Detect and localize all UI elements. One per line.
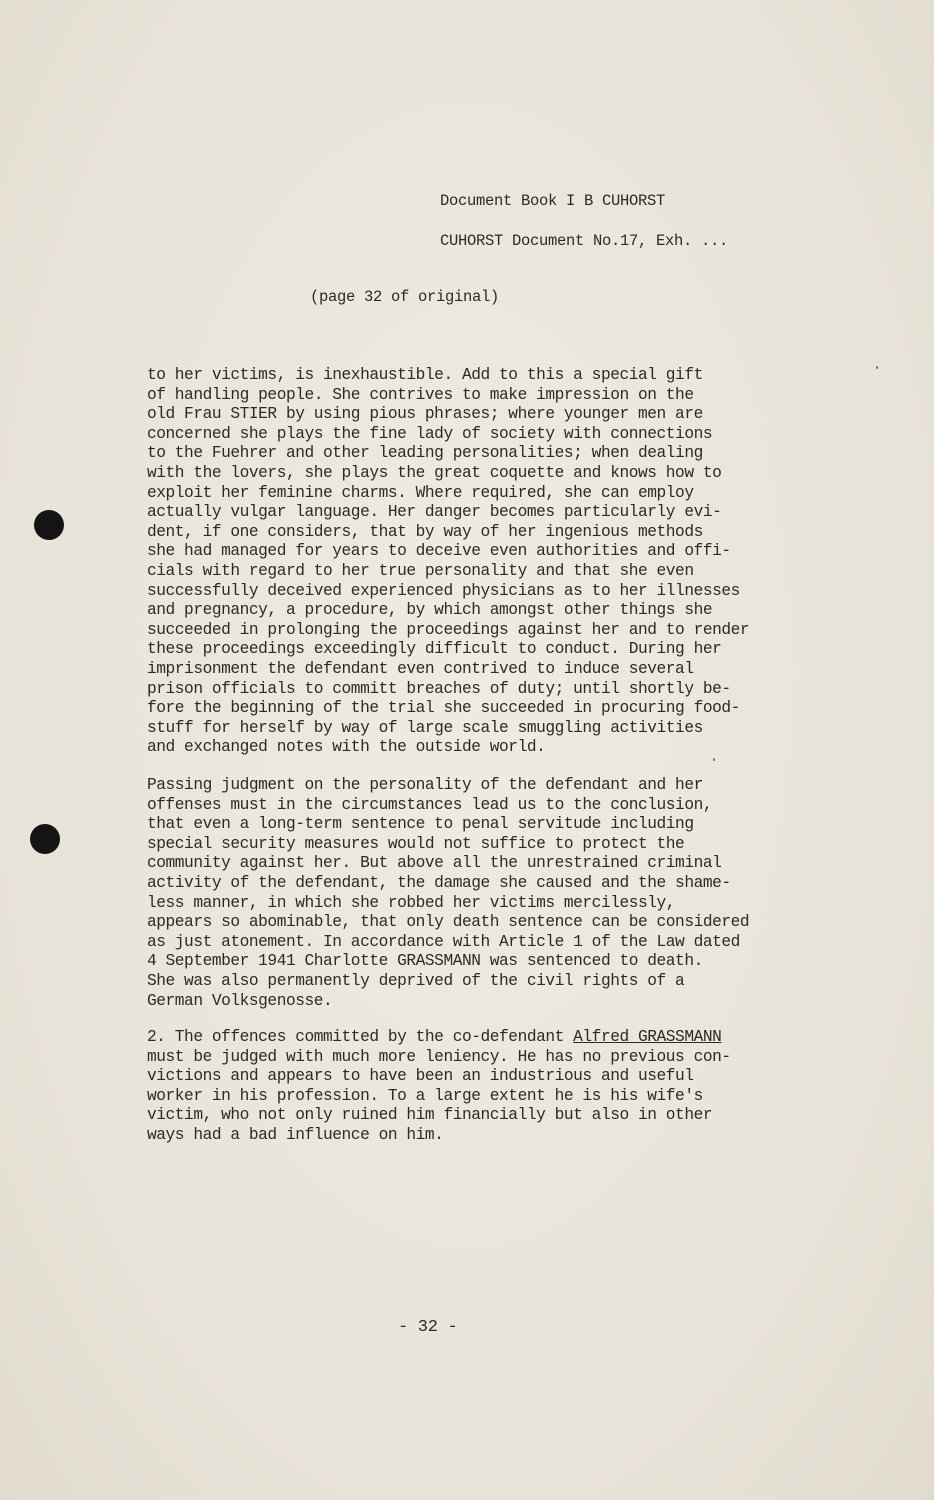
text-line: must be judged with much more leniency. He has no previous con-	[147, 1047, 731, 1066]
punch-hole	[30, 824, 60, 854]
text-line: with the lovers, she plays the great coquette and knows how to	[147, 463, 722, 482]
text-line: succeeded in prolonging the proceedings against her and to render	[147, 620, 750, 639]
original-page-reference: (page 32 of original)	[310, 288, 500, 306]
punch-hole	[34, 510, 64, 540]
text-line: stuff for herself by way of large scale smuggling activities	[147, 718, 703, 737]
text-line: as just atonement. In accordance with Article 1 of the Law dated	[147, 932, 740, 951]
text-line: ways had a bad influence on him.	[147, 1125, 444, 1144]
text-line: victim, who not only ruined him financially but also in other	[147, 1106, 713, 1125]
paper-speck	[713, 758, 715, 761]
co-defendant-name: Alfred GRASSMANN	[573, 1028, 722, 1046]
text-line: concerned she plays the fine lady of society with connections	[147, 424, 713, 443]
paragraph-co-defendant	[147, 1028, 787, 1146]
text-line: that even a long-term sentence to penal servitude including	[147, 815, 694, 834]
text-line: imprisonment the defendant even contrived to induce several	[147, 659, 694, 678]
text-line: she had managed for years to deceive even authorities and offi-	[147, 542, 731, 561]
text-line: cials with regard to her true personality and that she even	[147, 561, 694, 580]
page-number: - 32 -	[398, 1318, 458, 1337]
paragraph-sentence-judgment	[147, 776, 787, 1011]
text-line: and exchanged notes with the outside world.	[147, 738, 546, 757]
text-line: exploit her feminine charms. Where required, she can employ	[147, 483, 694, 502]
text-line: these proceedings exceedingly difficult to conduct. During her	[147, 640, 722, 659]
text-line: community against her. But above all the unrestrained criminal	[147, 854, 722, 873]
document-number-reference: CUHORST Document No.17, Exh. ...	[440, 232, 729, 250]
co-defendant-intro: 2. The offences committed by the co-defendant	[147, 1028, 574, 1046]
text-line: less manner, in which she robbed her victims mercilessly,	[147, 893, 676, 912]
text-line: successfully deceived experienced physicians as to her illnesses	[147, 581, 740, 600]
text-line: dent, if one considers, that by way of her ingenious methods	[147, 522, 703, 541]
text-line: old Frau STIER by using pious phrases; where younger men are	[147, 405, 703, 424]
text-line: Passing judgment on the personality of the defendant and her	[147, 776, 703, 794]
text-line: of handling people. She contrives to make impression on the	[147, 385, 694, 404]
document-book-reference: Document Book I B CUHORST	[440, 192, 666, 210]
paper-speck	[876, 366, 878, 369]
text-line: victions and appears to have been an industrious and useful	[147, 1067, 694, 1086]
text-line: offenses must in the circumstances lead us to the conclusion,	[147, 795, 713, 814]
text-line: worker in his profession. To a large extent he is his wife's	[147, 1086, 703, 1105]
text-line: 4 September 1941 Charlotte GRASSMANN was sentenced to death.	[147, 952, 703, 971]
text-line: to her victims, is inexhaustible. Add to this a special gift	[147, 366, 703, 384]
text-line: fore the beginning of the trial she succeeded in procuring food-	[147, 699, 740, 718]
text-line: German Volksgenosse.	[147, 991, 333, 1010]
text-line: special security measures would not suffice to protect the	[147, 834, 685, 853]
text-line	[147, 1028, 787, 1048]
paragraph-character-assessment	[147, 366, 787, 758]
text-line: actually vulgar language. Her danger becomes particularly evi-	[147, 503, 722, 522]
text-line: appears so abominable, that only death sentence can be considered	[147, 913, 750, 932]
text-line: and pregnancy, a procedure, by which amongst other things she	[147, 601, 713, 620]
text-line: to the Fuehrer and other leading personalities; when dealing	[147, 444, 703, 463]
text-line: activity of the defendant, the damage she caused and the shame-	[147, 873, 731, 892]
text-line: She was also permanently deprived of the civil rights of a	[147, 971, 685, 990]
text-line: prison officials to committ breaches of duty; until shortly be-	[147, 679, 731, 698]
